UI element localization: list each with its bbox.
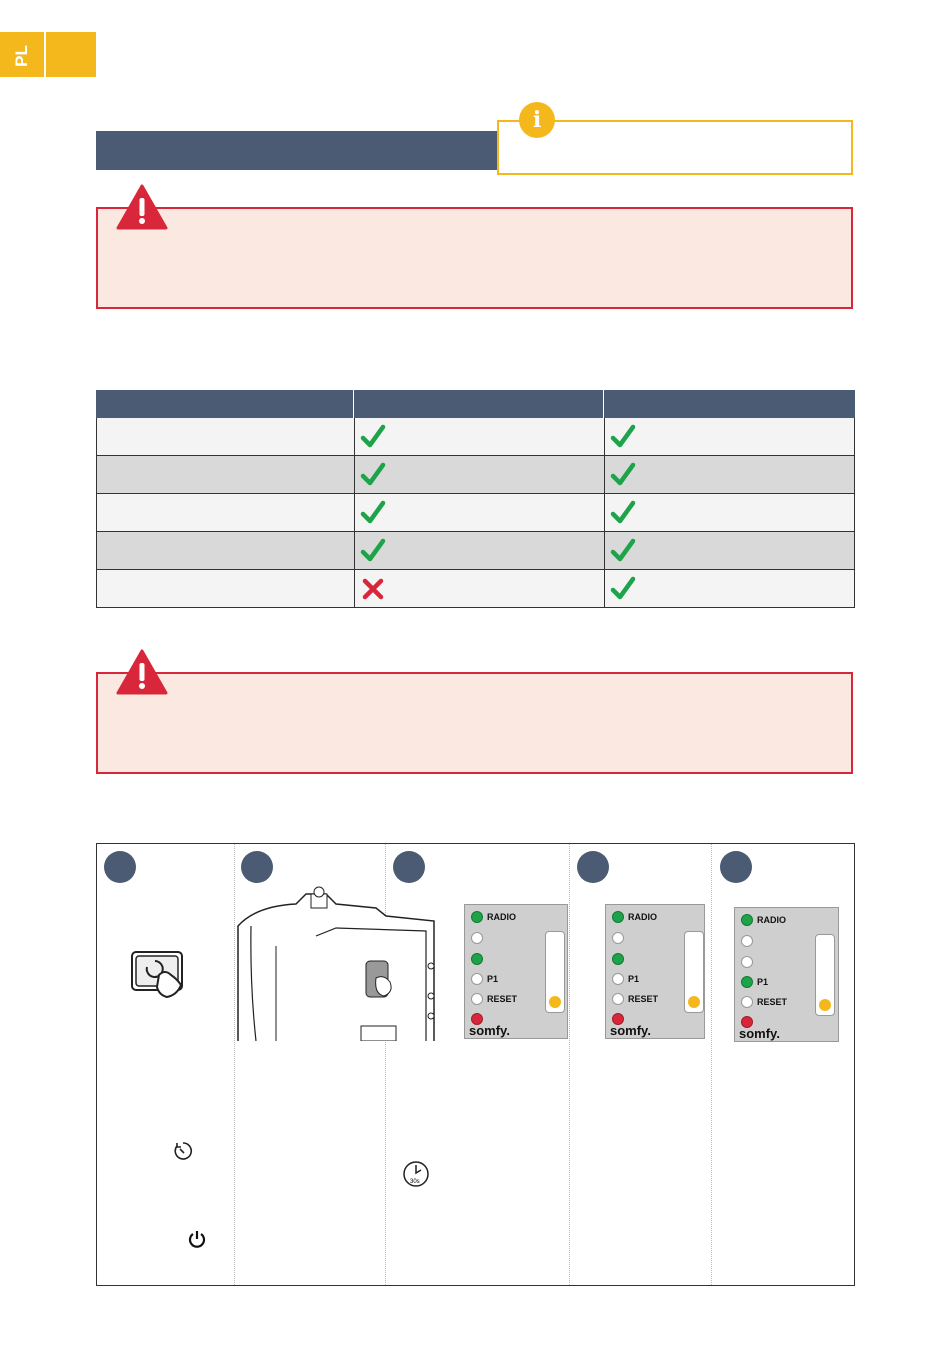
check-icon	[360, 500, 386, 526]
check-icon	[610, 462, 636, 488]
led-reset	[741, 996, 753, 1008]
check-icon	[610, 538, 636, 564]
table-row	[96, 494, 855, 532]
table-row	[96, 418, 855, 456]
table-row	[96, 570, 855, 608]
led-p1	[471, 973, 483, 985]
check-icon	[360, 424, 386, 450]
led-radio	[612, 911, 624, 923]
led-2	[741, 935, 753, 947]
table-header-cell-3	[604, 390, 855, 418]
table-cell	[96, 418, 354, 456]
table-cell	[354, 456, 604, 494]
check-icon	[610, 576, 636, 602]
table-cell	[604, 494, 855, 532]
brand-logo: somfy.	[469, 1023, 510, 1038]
check-icon	[360, 538, 386, 564]
table-cell	[604, 418, 855, 456]
brand-logo: somfy.	[739, 1026, 780, 1041]
warning-triangle-icon	[116, 649, 168, 695]
reset-label: RESET	[628, 994, 659, 1004]
table-cell	[96, 570, 354, 608]
table-cell	[354, 494, 604, 532]
table-row	[96, 456, 855, 494]
brand-logo: somfy.	[610, 1023, 651, 1038]
table-header-cell-1	[96, 390, 353, 418]
table-cell	[96, 456, 354, 494]
warning-box-2	[96, 672, 853, 774]
motor-housing-illustration	[236, 886, 436, 1041]
table-row	[96, 532, 855, 570]
check-icon	[610, 424, 636, 450]
led-2	[471, 932, 483, 944]
radio-label: RADIO	[628, 912, 657, 922]
check-icon	[610, 500, 636, 526]
table-cell	[604, 532, 855, 570]
table-cell	[604, 456, 855, 494]
led-reset	[471, 993, 483, 1005]
p1-label: P1	[757, 977, 769, 987]
section-header-bar	[96, 131, 497, 170]
radio-label: RADIO	[757, 915, 786, 925]
table-cell	[96, 532, 354, 570]
language-code: PL	[12, 45, 31, 67]
table-cell	[96, 494, 354, 532]
tahoma-tag	[545, 931, 565, 1013]
table-cell	[354, 418, 604, 456]
led-2	[612, 932, 624, 944]
led-radio	[741, 914, 753, 926]
p1-label: P1	[487, 974, 499, 984]
radio-label: RADIO	[487, 912, 516, 922]
cross-icon	[360, 576, 386, 602]
table-cell	[604, 570, 855, 608]
compatibility-table	[96, 390, 855, 608]
tahoma-tag	[684, 931, 704, 1013]
led-3	[741, 956, 753, 968]
table-header-cell-2	[354, 390, 603, 418]
led-timer	[471, 953, 483, 965]
language-tab-marker	[0, 32, 46, 77]
control-panel-step-3	[464, 904, 568, 1039]
step-number-4	[577, 851, 609, 883]
step-number-1	[104, 851, 136, 883]
info-box	[497, 107, 853, 175]
led-timer	[612, 953, 624, 965]
control-panel-step-4	[605, 904, 705, 1039]
warning-box-1	[96, 207, 853, 309]
table-cell	[354, 532, 604, 570]
warning-triangle-icon	[116, 184, 168, 230]
steps-panel	[96, 843, 855, 1286]
led-p1	[612, 973, 624, 985]
step-number-2	[241, 851, 273, 883]
table-cell	[354, 570, 604, 608]
reset-label: RESET	[487, 994, 518, 1004]
tahoma-tag	[815, 934, 835, 1016]
step-divider	[569, 844, 570, 1285]
reset-label: RESET	[757, 997, 788, 1007]
step-divider	[711, 844, 712, 1285]
step-divider	[234, 844, 235, 1285]
step-number-5	[720, 851, 752, 883]
info-icon: i	[519, 102, 555, 138]
language-tab	[0, 32, 96, 77]
timer-30s-icon	[401, 1159, 431, 1189]
control-panel-step-5	[734, 907, 839, 1042]
led-reset	[612, 993, 624, 1005]
check-icon	[360, 462, 386, 488]
power-icon	[187, 1229, 207, 1249]
svg-text:30s: 30s	[410, 1179, 420, 1185]
p1-label: P1	[628, 974, 640, 984]
press-timer-button-illustration	[129, 949, 189, 999]
led-radio	[471, 911, 483, 923]
step-number-3	[393, 851, 425, 883]
timer-icon	[171, 1140, 195, 1164]
led-p1	[741, 976, 753, 988]
